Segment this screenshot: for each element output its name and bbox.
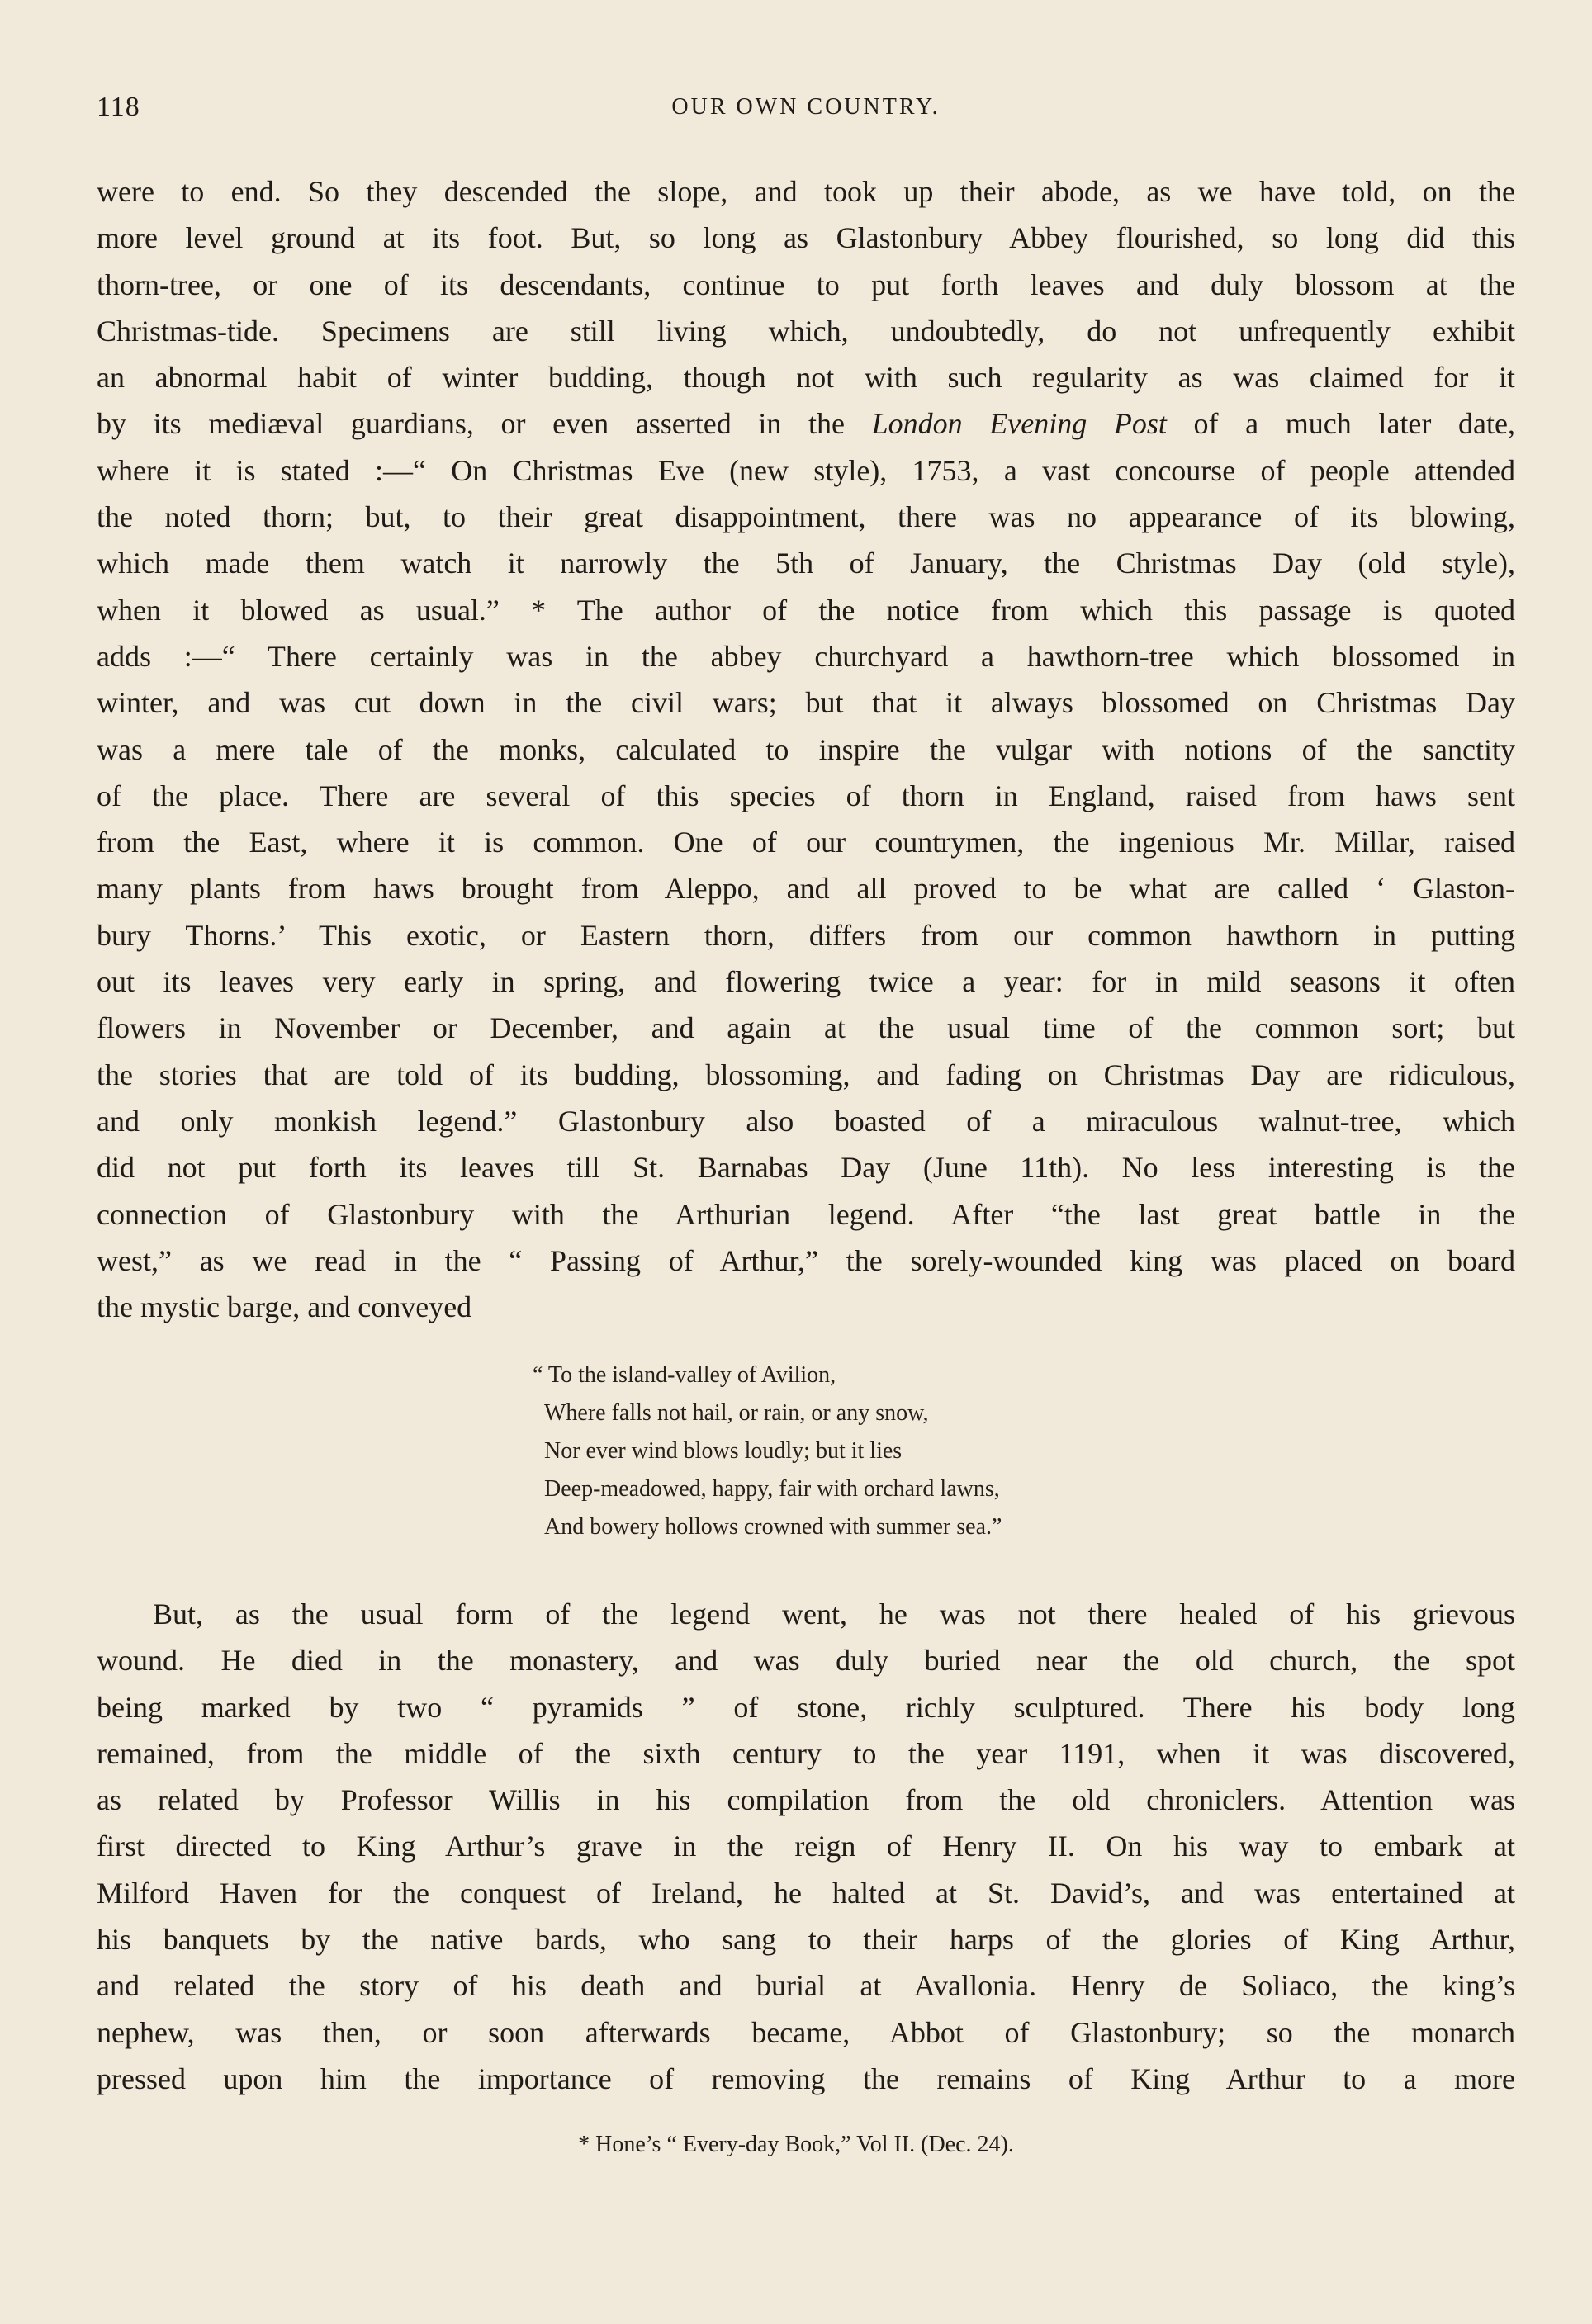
page-number: 118 [97,92,140,122]
verse-line: “ To the island-valley of Avilion, [533,1362,836,1388]
running-head: OUR OWN COUNTRY. [671,94,941,120]
text-line: nephew, was then, or soon afterwards became, Abbot of Glastonbury; so the monarch [97,2015,1515,2049]
text-line: adds :—“ There certainly was in the abbey churchyard a hawthorn-tree which blossomed in [97,639,1515,673]
text-line: which made them watch it narrowly the 5th of January, the Christmas Day (old style), [97,547,1515,580]
text-line: first directed to King Arthur’s grave in the reign of Henry II. On his way to embark at [97,1829,1515,1863]
text-line: wound. He died in the monastery, and was duly buried near the old church, the spot [97,1644,1515,1678]
text-line: was a mere tale of the monks, calculated to inspire the vulgar with notions of the sanctity [97,732,1515,766]
text-line: being marked by two “ pyramids ” of stone, richly sculptured. There his body long [97,1690,1515,1724]
text-line: from the East, where it is common. One of our countrymen, the ingenious Mr. Millar, raised [97,826,1515,859]
text-line: as related by Professor Willis in his compilation from the old chroniclers. Attention was [97,1783,1515,1817]
text-line: many plants from haws brought from Aleppo, and all proved to be what are called ‘ Glaston- [97,872,1515,906]
text-line: and only monkish legend.” Glastonbury also boasted of a miraculous walnut-tree, which [97,1104,1515,1138]
page-header [97,89,1515,125]
text-line: Christmas-tide. Specimens are still living which, undoubtedly, do not unfrequently exhibit [97,314,1515,348]
verse-line: Deep-meadowed, happy, fair with orchard lawns, [544,1476,1000,1502]
verse-quotation [533,1356,1276,1546]
text-line: an abnormal habit of winter budding, though not with such regularity as was claimed for it [97,361,1515,395]
text-line: winter, and was cut down in the civil wars; but that it always blossomed on Christmas Day [97,686,1515,720]
text-line: the noted thorn; but, to their great disappointment, there was no appearance of its blowing, [97,500,1515,534]
newspaper-title: London Evening Post [871,407,1167,441]
text-line: and related the story of his death and burial at Avallonia. Henry de Soliaco, the king’s [97,1969,1515,2003]
text-line: when it blowed as usual.” * The author of the notice from which this passage is quoted [97,593,1515,627]
text-line: more level ground at its foot. But, so long as Glastonbury Abbey flourished, so long did this [97,221,1515,255]
verse-line: And bowery hollows crowned with summer sea.” [544,1514,1002,1540]
verse-line: Where falls not hail, or rain, or any snow, [544,1400,929,1426]
text-fragment: of a much later date, [1166,407,1515,441]
text-line: remained, from the middle of the sixth century to the year 1191, when it was discovered, [97,1736,1515,1770]
text-line: out its leaves very early in spring, and flowering twice a year: for in mild seasons it often [97,965,1515,999]
paragraph-2 [97,1591,1515,2102]
footnote: * Hone’s “ Every-day Book,” Vol II. (Dec. 24). [578,2132,1014,2157]
text-line: bury Thorns.’ This exotic, or Eastern thorn, differs from our common hawthorn in putting [97,918,1515,952]
text-line: where it is stated :—“ On Christmas Eve (new style), 1753, a vast concourse of people attended [97,453,1515,487]
verse-line: Nor ever wind blows loudly; but it lies [544,1438,903,1464]
text-line: his banquets by the native bards, who sang to their harps of the glories of King Arthur, [97,1923,1515,1957]
text-line: pressed upon him the importance of removing the remains of King Arthur to a more [97,2061,1515,2095]
text-line: Milford Haven for the conquest of Ireland, he halted at St. David’s, and was entertained at [97,1876,1515,1910]
text-fragment: by its mediæval guardians, or even asserted in the [97,407,872,441]
text-line-with-title [97,400,1515,447]
paragraph-1 [97,168,1515,1330]
text-line: of the place. There are several of this species of thorn in England, raised from haws sent [97,779,1515,812]
text-line: the stories that are told of its budding, blossoming, and fading on Christmas Day are ridiculous, [97,1058,1515,1091]
text-line: thorn-tree, or one of its descendants, continue to put forth leaves and duly blossom at the [97,267,1515,301]
text-line: west,” as we read in the “ Passing of Arthur,” the sorely-wounded king was placed on board [97,1243,1515,1277]
text-line: But, as the usual form of the legend went, he was not there healed of his grievous [153,1597,1515,1631]
text-line: connection of Glastonbury with the Arthurian legend. After “the last great battle in the [97,1197,1515,1231]
text-line: the mystic barge, and conveyed [97,1290,472,1324]
text-line: were to end. So they descended the slope, and took up their abode, as we have told, on the [97,175,1515,208]
text-line: did not put forth its leaves till St. Barnabas Day (June 11th). No less interesting is the [97,1151,1515,1185]
text-line: flowers in November or December, and again at the usual time of the common sort; but [97,1011,1515,1045]
